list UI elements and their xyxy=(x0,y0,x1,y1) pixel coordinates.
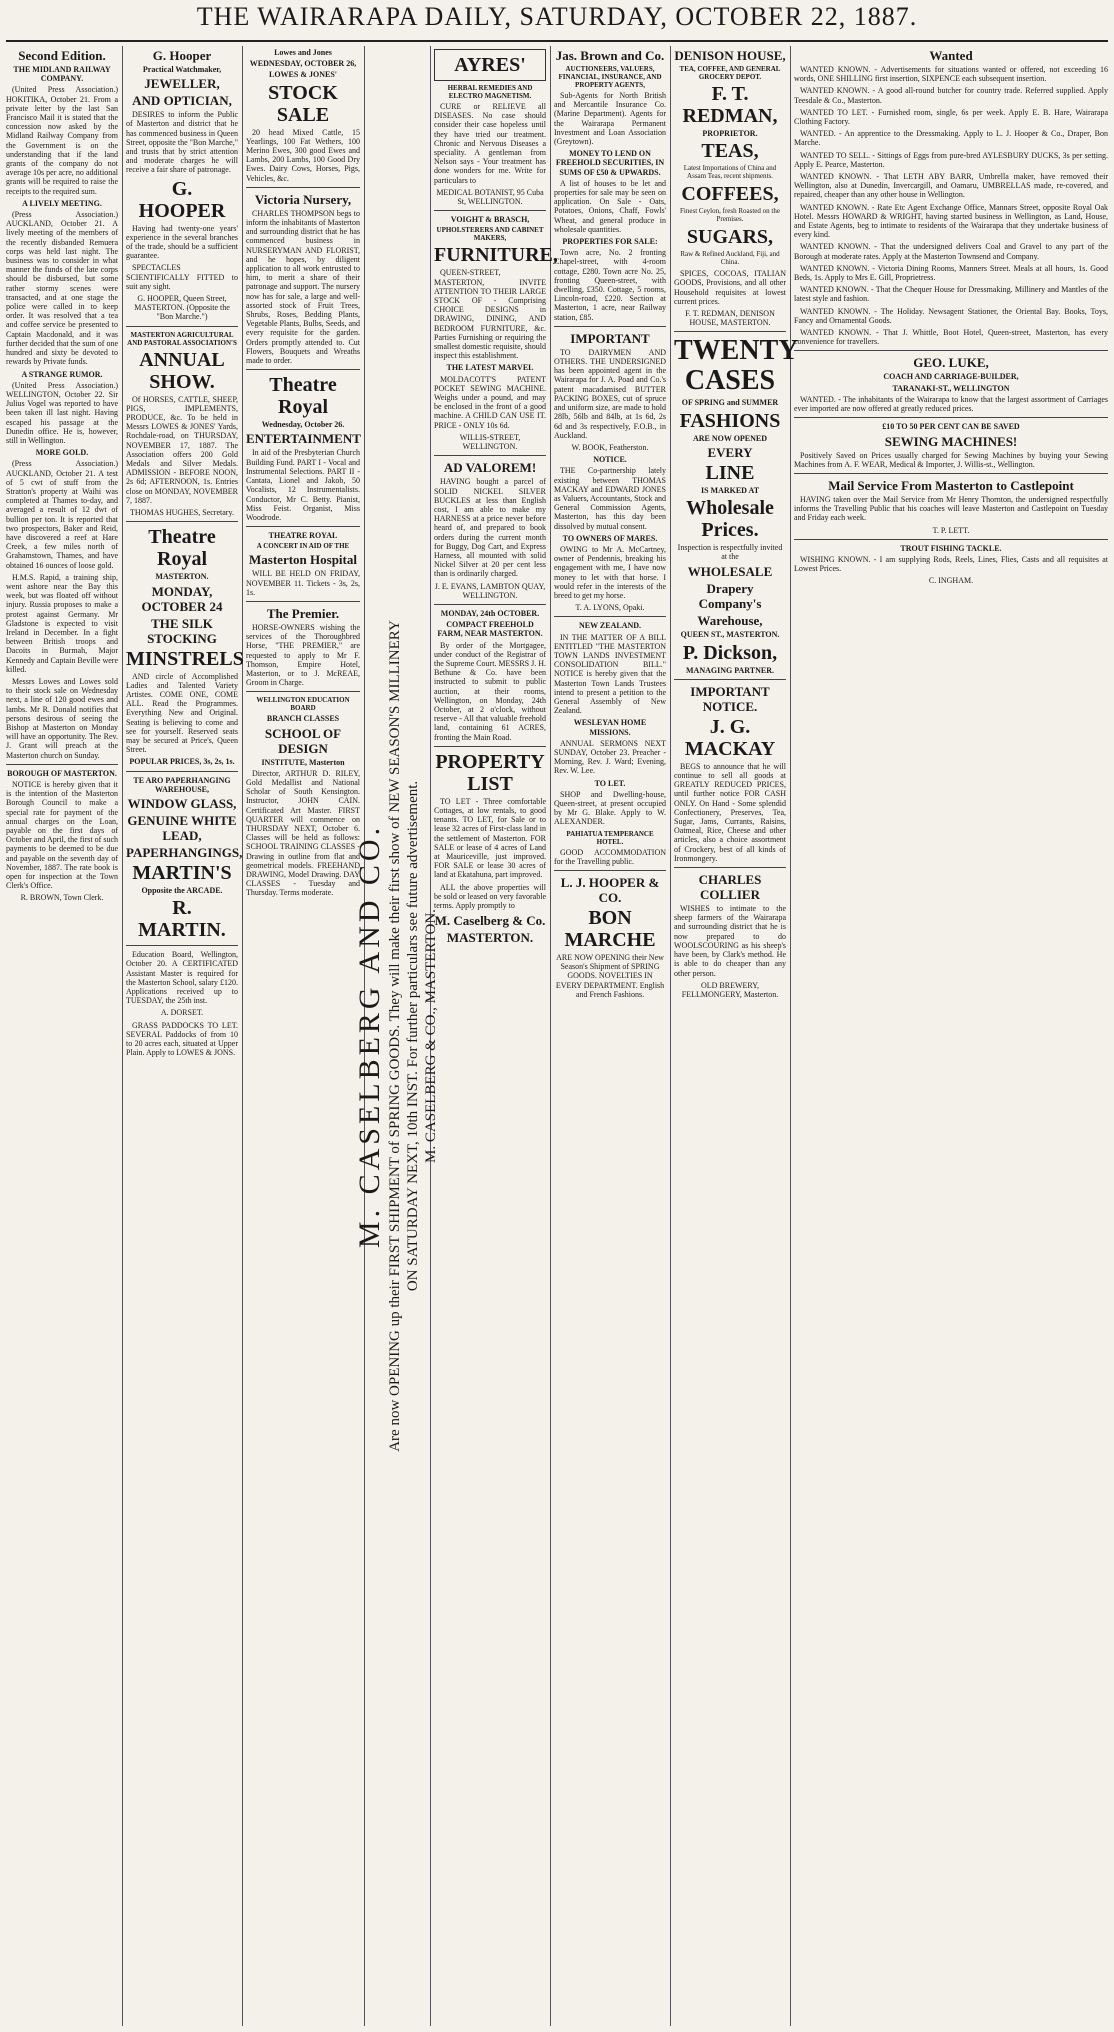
sale-title: STOCK SALE xyxy=(268,81,338,126)
article-text: (United Press Association.) WELLINGTON, October 22. Sir Julius Vogel was reported to have been taken ill last night. Having escaped his passage at the Dunedin office. He is, however, still in Wellington. xyxy=(6,380,118,445)
school-title: SCHOOL OF DESIGN xyxy=(264,725,342,756)
notice-text: GRASS PADDOCKS TO LET. SEVERAL Paddocks of from 10 to 20 acres each, situated at Upper Plain. Apply to LOWES & JONS. xyxy=(126,1020,238,1058)
brown-title: Jas. Brown and Co. xyxy=(555,48,665,63)
martin-address: Opposite the ARCADE. xyxy=(141,885,223,895)
queen-st-heading: QUEEN ST., MASTERTON. xyxy=(680,630,780,640)
spring-summer-heading: OF SPRING and SUMMER xyxy=(681,398,779,408)
wanted-item: WANTED. - An apprentice to the Dressmaking. Apply to L. J. Hooper & Co., Draper, Bon Marche. xyxy=(794,129,1108,148)
notice-signature: A. DORSET. xyxy=(160,1008,204,1018)
advert-text: DESIRES to inform the Public of Masterton and district that he has commenced business in Queen Street, opposite the "Bon Marche," and trusts that by strict attention and moderate charges he will receive a fair share of patronage. xyxy=(126,110,238,175)
ayres-title: AYRES' xyxy=(454,54,526,76)
divider xyxy=(794,473,1108,474)
marvel-heading: THE LATEST MARVEL xyxy=(446,363,534,373)
bon-marche-title: BON MARCHE xyxy=(564,907,656,952)
column-divider xyxy=(242,46,243,2026)
warehouse-item: GENUINE WHITE LEAD, xyxy=(127,812,237,843)
theatre-date: Wednesday, October 26. xyxy=(261,420,345,430)
column-6 xyxy=(554,46,666,2026)
teas-heading: TEAS, xyxy=(701,140,759,163)
divider xyxy=(794,417,1108,418)
column-divider xyxy=(122,46,123,2026)
notice-text: THE Co-partnership lately existing between THOMAS MACKAY and EDWARD JONES as Valuers, Accountants, Stock and General Commission Agents, Masterton, has this day been dissolved by mutual consent. xyxy=(554,466,666,531)
article-heading: MORE GOLD. xyxy=(35,448,89,458)
opened-heading: ARE NOW OPENED xyxy=(692,433,768,443)
important-signature: W. BOOK, Featherston. xyxy=(571,442,649,452)
article-text: H.M.S. Rapid, a training ship, went ashore near the Bay this week, but was floated off without injury. Russia proposes to make a protest against Germany. Mr Gladstone is expected to visit Ireland in December. In a fight between British troops and Dacoits in Burmah, Major Kennedy and Captain Beville were killed. xyxy=(6,572,118,674)
wanted-item: WANTED KNOWN. - That J. Whittle, Boot Hotel, Queen-street, Masterton, has every convenience for travellers. xyxy=(794,328,1108,347)
sewing-heading: SEWING MACHINES! xyxy=(884,433,1018,449)
theatre-date: MONDAY, OCTOBER 24 xyxy=(141,583,223,614)
wanted-item: WANTED KNOWN. - Rate Etc Agent Exchange Office, Mannars Street, opposite Royal Oak Hotel. Messrs HOWARD & WRIGHT, having started business in Wellington, as Land, House, and Estate Agents, beg to intimate to residents of the Wairarapa that they undertake business of every kind. xyxy=(794,202,1108,240)
redman-name: F. T. REDMAN, xyxy=(682,83,778,127)
hotel-heading: PAHIATUA TEMPERANCE HOTEL. xyxy=(566,829,654,846)
rotated-text-block xyxy=(354,56,440,2016)
nursery-title: Victoria Nursery, xyxy=(254,191,352,207)
denison-subtitle: TEA, COFFEE, AND GENERAL GROCERY DEPOT. xyxy=(679,65,781,81)
let-text: SHOP and Dwelling-house, Queen-street, at present occupied by Mr G. Blake. Apply to W. ALEXANDER. xyxy=(554,789,666,827)
brown-subtitle: AUCTIONEERS, VALUERS, FINANCIAL, INSURANCE, AND PROPERTY AGENTS, xyxy=(558,65,662,89)
divider xyxy=(126,771,238,772)
collier-name: CHARLES COLLIER xyxy=(698,872,762,903)
wanted-item: WANTED KNOWN. - That LETH ABY BARR, Umbrella maker, have removed their Wellington, also at Dunedin, Invercargill, and Oamaru, UMBRELLAS made, re-covered, and repaired, cheaper than any other house in Wellington. xyxy=(794,172,1108,200)
collier-address: OLD BREWERY, FELLMONGERY, Masterton. xyxy=(681,980,779,999)
divider xyxy=(674,679,786,680)
advert-address: G. HOOPER, Queen Street, MASTERTON. (Opposite the "Bon Marche.") xyxy=(134,294,230,322)
money-heading: MONEY TO LEND ON FREEHOLD SECURITIES, IN SUMS OF £50 & UPWARDS. xyxy=(555,149,665,177)
column-5 xyxy=(434,46,558,2026)
divider xyxy=(674,331,786,332)
mission-text: ANNUAL SERMONS NEXT SUNDAY, October 23. Preacher - Morning, Rev. J. Ward; Evening, Rev. W. Lee. xyxy=(554,738,666,776)
school-text: Director, ARTHUR D. RILEY, Gold Medallist and National Scholar of South Kensington. Instructor, JOHN CAIN. Certificated Art Master. FIRST QUARTER will commence on THURSDAY NEXT, October 6. Classes will be held as follows: SCHOOL TRAINING CLASSES - Drawing in outline from flat and geometrical models. FREEHAND DRAWING, Model Drawing. DAY CLASSES - Tuesday and Thursday. Terms moderate. xyxy=(246,768,360,898)
column-divider xyxy=(670,46,671,2026)
divider xyxy=(126,945,238,946)
sale-heading: Lowes and Jones xyxy=(274,48,332,57)
sale-company: LOWES & JONES' xyxy=(268,70,337,80)
masthead xyxy=(0,0,1114,42)
divider xyxy=(246,187,360,188)
twenty-cases-heading: TWENTY CASES xyxy=(674,335,799,397)
collier-text: WISHES to intimate to the sheep farmers of the Wairarapa and surrounding district that he is now prepared to do WOOLSCOURING as his sheep's have been, by Clark's method. He is able to do cheaper than any other person. xyxy=(674,904,786,978)
advert-trade: Practical Watchmaker, xyxy=(142,65,222,74)
properties-text: Town acre, No. 2 fronting Chapel-street, with 4-room cottage, £280. Town acre No. 25, fronting Queen-street, with dwelling, £350. Cottage, 5 rooms, Lincoln-road, £220. Section at Masterton, 1 acre, near Railway station, £85. xyxy=(554,248,666,322)
drapery-heading: Drapery Company's xyxy=(698,581,762,612)
property-list-title: PROPERTY LIST xyxy=(435,750,545,795)
grocery-signature: F. T. REDMAN, DENISON HOUSE, MASTERTON. xyxy=(685,309,775,328)
mares-signature: T. A. LYONS, Opaki. xyxy=(575,603,645,613)
let-heading: TO LET. xyxy=(594,778,626,788)
divider xyxy=(126,521,238,522)
trout-signature: C. INGHAM. xyxy=(928,576,974,586)
mission-heading: WESLEYAN HOME MISSIONS. xyxy=(573,718,647,737)
notice-signature: R. BROWN, Town Clerk. xyxy=(20,893,104,903)
institute-title: INSTITUTE, Masterton xyxy=(261,757,345,767)
mackay-name: J. G. MACKAY xyxy=(684,715,776,760)
notice-text: Education Board, Wellington, October 20. A CERTIFICATED Assistant Master is required for the Masterton School, salary £120. Applications received up to TUESDAY, the 25th inst. xyxy=(126,950,238,1006)
article-text: Messrs Lowes and Lowes sold to their stock sale on Wednesday next, a line of 120 good ewes and lambs. Mr R. Donald notifies that persons desirous of seeing the Bishop at Masterton on Monday will have an opportunity. The Rev. J. Grant will preach at the Masterton church on Sunday. xyxy=(6,677,118,760)
wholesale-heading: WHOLESALE xyxy=(687,564,773,580)
important-heading: IMPORTANT xyxy=(570,330,650,346)
sugars-heading: SUGARS, xyxy=(686,226,774,249)
column-7 xyxy=(674,46,799,2026)
luke-trade: COACH AND CARRIAGE-BUILDER, xyxy=(883,372,1019,382)
edition-heading: Second Edition. xyxy=(18,48,106,63)
voight-text: QUEEN-STREET, MASTERTON, INVITE ATTENTION TO THEIR LARGE STOCK OF - Comprising CHOICE DESIGNS in DRAWING, DINING, AND BEDROOM FURNITURE, &c. Parties Furnishing or requiring the smallest domestic requisite, should inspect this establishment. xyxy=(434,268,546,361)
marvel-address: WILLIS-STREET, WELLINGTON. xyxy=(459,432,521,452)
divider xyxy=(434,210,546,211)
rotated-advert-title: M. CASELBERG AND CO. xyxy=(353,823,386,1249)
divider xyxy=(554,326,666,327)
advert-trade: JEWELLER, xyxy=(144,76,220,92)
marvel-text: MOLDACOTT'S PATENT POCKET SEWING MACHINE. Weighs under a pound, and may be enclosed in the front of a good machine. A CHILD CAN USE IT. PRICE - ONLY 10s 6d. xyxy=(434,374,546,430)
show-name: MINSTRELS xyxy=(126,647,244,670)
advert-text: SPECTACLES SCIENTIFICALLY FITTED to suit any sight. xyxy=(126,263,238,291)
divider xyxy=(126,326,238,327)
notice-heading: NOTICE. xyxy=(593,455,627,465)
valorem-title: AD VALOREM! xyxy=(443,460,537,476)
warehouse-heading: Warehouse, xyxy=(697,613,763,629)
luke-address: TARANAKI-ST., WELLINGTON xyxy=(892,383,1010,393)
wanted-item: WANTED KNOWN. - Victoria Dining Rooms, Manners Street. Meals at all hours, 1s. Good Beds, 1s. Apply to Mrs E. Gill, Proprietress. xyxy=(794,263,1108,283)
premier-title: The Premier. xyxy=(266,605,340,621)
wanted-item: WANTED KNOWN. - The Holiday. Newsagent Stationer, the Oriental Bay. Books, Toys, Fancy and Ornamental Goods. xyxy=(794,306,1108,325)
valorem-signature: J. E. EVANS, LAMBTON QUAY, WELLINGTON. xyxy=(434,581,546,600)
divider xyxy=(434,604,546,605)
divider xyxy=(434,746,546,747)
nz-heading: NEW ZEALAND. xyxy=(578,621,642,631)
theatre-location: MASTERTON. xyxy=(155,572,209,582)
trout-text: WISHING KNOWN. - I am supplying Rods, Reels, Lines, Flies, Casts and all requisites at Lowest Prices. xyxy=(794,554,1108,574)
hospital-title: Masterton Hospital xyxy=(249,552,357,568)
newspaper-title: THE WAIRARAPA DAILY, SATURDAY, OCTOBER 22, 1887. xyxy=(196,2,918,31)
dickson-role: MANAGING PARTNER. xyxy=(685,665,774,675)
column-1 xyxy=(6,46,118,2026)
hooper-title: L. J. HOOPER & CO. xyxy=(560,875,660,906)
valorem-text: HAVING bought a parcel of SOLID NICKEL SILVER BUCKLES at less than English cost, I am able to make my HARNESS at a price never before heard of, and prepared to book orders during the current month for Buggy, Dog Cart, and Express Harness, all mounted with solid Nickel Silver at 20 per cent less than is ordinarily charged. xyxy=(434,477,546,579)
inspection-text: Inspection is respectfully invited at the xyxy=(677,543,783,562)
advert-trade: AND OPTICIAN, xyxy=(132,93,232,109)
rotated-advert-line: ON SATURDAY NEXT, 10th INST. For further particulars see future advertisement. xyxy=(405,780,421,1292)
article-heading: A STRANGE RUMOR. xyxy=(21,369,103,379)
wanted-item: WANTED TO LET. - Furnished room, single, 6s per week. Apply E. B. Hare, Wairarapa Clothing Factory. xyxy=(794,107,1108,127)
wholesale-prices-heading: Wholesale Prices. xyxy=(686,497,774,542)
marked-heading: IS MARKED AT xyxy=(700,485,760,495)
entertainment-text: In aid of the Presbyterian Church Building Fund. PART I - Vocal and Instrumental Selections. PART II - Cantata, Lionel and Jakob, 50 Vocalists, 12 Instrumentalists. Conductor, Mr C. Betty. Pianist, Miss Feist. Organist, Miss Woodrode. xyxy=(246,448,360,522)
column-8 xyxy=(794,46,1108,2026)
rotated-advert-line: M. CASELBERG & CO., MASTERTON. xyxy=(423,909,439,1163)
trout-heading: TROUT FISHING TACKLE. xyxy=(900,543,1002,553)
show-heading: MASTERTON AGRICULTURAL AND PASTORAL ASSOCIATION'S xyxy=(127,330,237,347)
properties-heading: PROPERTIES FOR SALE: xyxy=(562,237,658,247)
farm-heading: COMPACT FREEHOLD FARM, NEAR MASTERTON. xyxy=(437,620,543,639)
concert-heading: A CONCERT IN AID OF THE xyxy=(256,542,350,551)
show-signature: THOMAS HUGHES, Secretary. xyxy=(130,508,234,518)
divider xyxy=(434,455,546,456)
wanted-item: WANTED KNOWN. - That the undersigned delivers Coal and Gravel to any part of the Borough at moderate rates. Apply at the Masterton Townsend and Company. xyxy=(794,242,1108,261)
sale-date: WEDNESDAY, OCTOBER 26, xyxy=(249,59,357,69)
auction-date: MONDAY, 24th OCTOBER. xyxy=(440,608,540,618)
concert-text: WILL BE HELD ON FRIDAY, NOVEMBER 11. Tickets - 3s, 2s, 1s. xyxy=(246,569,360,597)
article-text: (Press Association.) AUCKLAND, October 21. A test of 5 cwt of stuff from the Stratton's property at Waihi was completed at Thames to-day, and averaged a result of 12 dwt of bullion per ton. It is reported that two prospectors, Baker and Reid, have discovered a reef at Hare Creek, a few miles north of Grahamstown, Thames, and have obtained 16 ounces of loose gold. xyxy=(6,459,118,570)
nursery-text: CHARLES THOMPSON begs to inform the inhabitants of Masterton and surrounding district that he has commenced business in NURSERYMAN AND FLORIST, and he hopes, by diligent application to all work entrusted to him, to merit a share of their patronage and support. The nursery now has for sale, a large and well-assorted stock of Fruit Trees, Shrubs, Roses, Bedding Plants, Vegetable Plants, Bulbs, Seeds, and every requisite for the garden. Orders promptly attended to. Cut Flowers, Bouquets and Wreaths made to order. xyxy=(246,208,360,366)
divider xyxy=(246,369,360,370)
show-name: THE SILK STOCKING xyxy=(147,615,217,646)
brown-text: Sub-Agents for North British and Mercantile Insurance Co. (Marine Department). Agents for the Wairarapa Permanent Investment and Loan Association (Greytown). xyxy=(554,91,666,147)
ayres-text: CURE or RELIEVE all DISEASES. No case should consider their case hopeless until they have tried our treatment. Chronic and Nervous Diseases a speciality. A gentleman from Nelson says - Your treatment has done wonders for me. Write for particulars to xyxy=(434,102,546,185)
mail-service-text: HAVING taken over the Mail Service from Mr Henry Thornton, the undersigned respectfully informs the Travelling Public that his coaches will leave Masterton and Castlepoint on Tuesday and Friday each week. xyxy=(794,494,1108,523)
dickson-name: P. Dickson, xyxy=(682,641,778,664)
bill-text: IN THE MATTER OF A BILL ENTITLED "THE MASTERTON TOWN LANDS INVESTMENT CONSOLIDATION BILL." NOTICE is hereby given that the Masterton Town Lands Trustees intend to present a petition to the General Assembly of New Zealand. xyxy=(554,632,666,716)
article-text: (Press Association.) AUCKLAND, October 21. A lively meeting of the members of the recently disbanded Remuera corps was held last night. The business was to consider in what manner the funds of the late corps should be disbursed, but some rather stormy scenes were transacted, and at one stage the police were called in to keep order. It was resolved that a tea and coffee service be presented to Captain Macdonald, and it was further decided that the sum of one hundred and sixty be devoted to rewards by Private funds. xyxy=(6,210,118,367)
advert-name: G. Hooper xyxy=(152,48,212,63)
show-text: Of HORSES, CATTLE, SHEEP, PIGS, IMPLEMENTS, PRODUCE, &c. To be held in Messrs LOWES & JONES' Yards, Rochdale-road, on THURSDAY, NOVEMBER 17, 1887. The Association offers 200 Gold Medals and Silver Medals. ADMISSION - BEFORE NOON, 2s 6d; AFTERNOON, 1s. Entries close on MONDAY, NOVEMBER 7, 1887. xyxy=(126,394,238,505)
theatre-title: Theatre Royal xyxy=(269,374,337,419)
article-heading: A LIVELY MEETING. xyxy=(22,198,102,208)
wanted-item: WANTED TO SELL. - Sittings of Eggs from pure-bred AYLESBURY DUCKS, 3s per setting. Apply E. Pearce, Masterton. xyxy=(794,150,1108,169)
caselberg-location: MASTERTON. xyxy=(446,930,534,946)
column-2 xyxy=(126,46,244,2026)
divider xyxy=(554,870,666,871)
wanted-heading: Wanted xyxy=(929,48,973,63)
line-heading: LINE xyxy=(705,461,755,484)
voight-subtitle: UPHOLSTERERS AND CABINET MAKERS, xyxy=(436,226,544,243)
mail-service-heading: Mail Service From Masterton to Castlepoint xyxy=(828,477,1074,493)
notice-text: NOTICE is hereby given that it is the intention of the Masterton Borough Council to make a special rate for payment of the annual charges on the Loan, payable on the first days of October and April, the first of such payments to be deemed to be due and payable on the seventh day of November, 1887. The rate book is open for inspection at the Town Clerk's Office. xyxy=(6,780,118,891)
rotated-advert-line: Are now OPENING up their FIRST SHIPMENT of SPRING GOODS. They will make their first show of NEW SEASON'S MILLINERY xyxy=(387,620,403,1452)
ayres-box xyxy=(434,49,546,81)
martin-heading: MARTIN'S xyxy=(132,861,232,884)
farm-text: By order of the Mortgagee, under conduct of the Registrar of the Supreme Court. MESSRS J. H. Bethune & Co. have been instructed to submit to public auction, at their rooms, Wellington, on Monday, 24th October, at 2 o'clock, without reserve - All that valuable freehold land, containing 61 ACRES, fronting the Main Road. xyxy=(434,640,547,742)
denison-title: DENISON HOUSE, xyxy=(674,48,786,63)
masthead-rule xyxy=(6,40,1108,42)
show-text: AND circle of Accomplished Ladies and Talented Variety Artistes. COME ONE, COME ALL. Read the Programmes. Everything New and Original. Seating is believing to come and see for yourself. Reserved seats may be secured at Price's, Queen Street. xyxy=(126,671,238,755)
grocery-text: SPICES, COCOAS, ITALIAN GOODS, Provisions, and all other Household requisites at lowest current prices. xyxy=(674,269,786,306)
fashions-heading: FASHIONS xyxy=(679,409,781,432)
property-text: TO LET - Three comfortable Cottages, at low rentals, to good tenants. TO LET, for Sale or to lease 32 acres of First-class land in the settlement of Masterton. FOR SALE or lease of 4 acres of Land at Mauriceville, just improved. FOR SALE or lease 30 acres of land at Ekatahuna, part improved. xyxy=(434,796,546,880)
coffees-heading: COFFEES, xyxy=(681,183,779,206)
sale-text: 20 head Mixed Cattle, 15 Yearlings, 100 Fat Wethers, 100 Merino Ewes, 300 good Ewes and Lambs, 200 Lambs, 100 Good Dry Ewes. Dairy Cows, Horses, Pigs, Vehicles, &c. xyxy=(246,127,360,183)
caselberg-rotated-advert xyxy=(353,46,439,2026)
warehouse-item: PAPERHANGINGS, xyxy=(126,844,243,860)
show-prices: POPULAR PRICES, 3s, 2s, 1s. xyxy=(129,757,235,767)
property-text: ALL the above properties will be sold or leased on very favorable terms. Apply promptly to xyxy=(434,882,546,911)
mares-text: OWING to Mr A. McCartney, owner of Pendennis, breaking his engagement with me, I have now money to let with that horse. I would refer in the interests of the breed to get my horse. xyxy=(554,544,666,600)
wanted-item: WANTED KNOWN. - A good all-round butcher for country trade. Referred supplied. Apply Teesdale & Co., Masterton. xyxy=(794,86,1108,105)
show-title: ANNUAL SHOW. xyxy=(139,348,225,393)
advert-text: Having had twenty-one years' experience in the several branches of the trade, should be a sufficient guarantee. xyxy=(126,223,238,261)
wanted-item: WANTED KNOWN. - That the Chequer House for Dressmaking. Millinery and Mantles of the latest style and fashion. xyxy=(794,285,1108,304)
sewing-text: Positively Saved on Prices usually charged for Sewing Machines by buying your Sewing Machines from A. F. WEAR, Medical & Importer, J. Willis-st., Wellington. xyxy=(794,450,1108,469)
advert-name: G. HOOPER xyxy=(138,177,226,222)
voight-title: VOIGHT & BRASCH, xyxy=(450,215,530,225)
martin-name: R. MARTIN. xyxy=(138,897,226,942)
notice-heading: BOROUGH OF MASTERTON. xyxy=(7,768,117,778)
furniture-title: FURNITURE, xyxy=(434,244,558,267)
caselberg-signature: M. Caselberg & Co. xyxy=(434,913,546,929)
article-heading: THE MIDLAND RAILWAY COMPANY. xyxy=(13,65,111,84)
every-heading: EVERY xyxy=(707,444,753,460)
important-text: TO DAIRYMEN AND OTHERS. THE UNDERSIGNED has been appointed agent in the Wairarapa for J. A. Poad and Co.'s patent macadamised BUTTER PACKING BOXES, cut of spruce and uniform size, are made to hold 28lb, 56lb and 84lb, at 1s 6d, 2s 6d and 3s respectively, F.O.B., in Auckland. xyxy=(554,347,666,440)
redman-role: PROPRIETOR. xyxy=(702,129,758,138)
brown-text: A list of houses to be let and properties for sale may be seen on application. On Sale - Oats, Potatoes, Onions, Chaff, Fowls' Wheat, and general produce in wholesale quantities. xyxy=(554,178,666,234)
warehouse-heading: TE ARO PAPERHANGING WAREHOUSE, xyxy=(133,775,231,794)
mail-service-signature: T. P. LETT. xyxy=(932,525,970,535)
column-3 xyxy=(246,46,360,2026)
branch-heading: BRANCH CLASSES xyxy=(266,714,340,724)
important-notice-heading: IMPORTANT NOTICE. xyxy=(690,683,770,714)
luke-text: WANTED. - The inhabitants of the Wairarapa to know that the largest assortment of Carriages ever imported are now offered at greatly reduced prices. xyxy=(794,394,1108,414)
divider xyxy=(246,691,360,692)
coffees-text: Finest Ceylon, fresh Roasted on the Premises. xyxy=(680,207,780,224)
ayres-subtitle: HERBAL REMEDIES AND ELECTRO MAGNETISM. xyxy=(447,84,533,100)
luke-name: GEO. LUKE, xyxy=(913,355,989,371)
premier-text: HORSE-OWNERS wishing the services of the Thoroughbred Horse, "THE PREMIER," are requested to apply to Mr F. Thomson, Empire Hotel, Masterton, or to J. McREAE, Groom in Charge. xyxy=(246,622,360,688)
saving-heading: £10 TO 50 PER CENT CAN BE SAVED xyxy=(882,422,1020,432)
sugars-text: Raw & Refined Auckland, Fiji, and China. xyxy=(680,250,780,267)
bon-marche-text: ARE NOW OPENING their New Season's Shipment of SPRING GOODS. NOVELTIES IN EVERY DEPARTMENT. English and French Fashions. xyxy=(555,953,665,999)
wanted-item: WANTED KNOWN. - Advertisements for situations wanted or offered, not exceeding 16 words, ONE SHILLING first insertion, SIXPENCE each subsequent insertion. xyxy=(794,65,1108,84)
divider xyxy=(246,601,360,602)
article-text: (United Press Association.) HOKITIKA, October 21. From a private letter by the last San Francisco Mail it is stated that the concession now asked by the Midland Railway Company from the Government is on the understanding that if the land grants of the company do not average 10s per acre, no additional grants will be required to raise the receipts to the required sum. xyxy=(6,85,118,196)
divider xyxy=(246,526,360,527)
teas-text: Latest Importations of China and Assam Teas, recent shipments. xyxy=(683,164,777,181)
theatre-title: THEATRE ROYAL xyxy=(268,531,338,541)
column-divider xyxy=(550,46,551,2026)
hotel-text: GOOD ACCOMMODATION for the Travelling public. xyxy=(554,847,666,866)
warehouse-item: WINDOW GLASS, xyxy=(127,795,237,811)
board-heading: WELLINGTON EDUCATION BOARD xyxy=(256,696,350,713)
mackay-text: BEGS to announce that he will continue to sell all goods at GREATLY REDUCED PRICES, until further notice FOR CASH ONLY. On Hand - Some splendid Confectionery, Preserves, Tea, Sugar, Jams, Currants, Raisins, Oatmeal, Rice, Cheese and other articles, also a choice assortment of Crockery, best of all kinds of Ironmongery. xyxy=(674,761,786,863)
entertainment-title: ENTERTAINMENT xyxy=(246,431,361,447)
divider xyxy=(6,764,118,765)
ayres-address: MEDICAL BOTANIST, 95 Cuba St, WELLINGTON. xyxy=(436,187,544,207)
divider xyxy=(674,867,786,868)
divider xyxy=(794,539,1108,540)
divider xyxy=(554,616,666,617)
theatre-title: Theatre Royal xyxy=(148,526,216,571)
mares-heading: TO OWNERS OF MARES. xyxy=(562,533,658,543)
divider xyxy=(794,350,1108,351)
